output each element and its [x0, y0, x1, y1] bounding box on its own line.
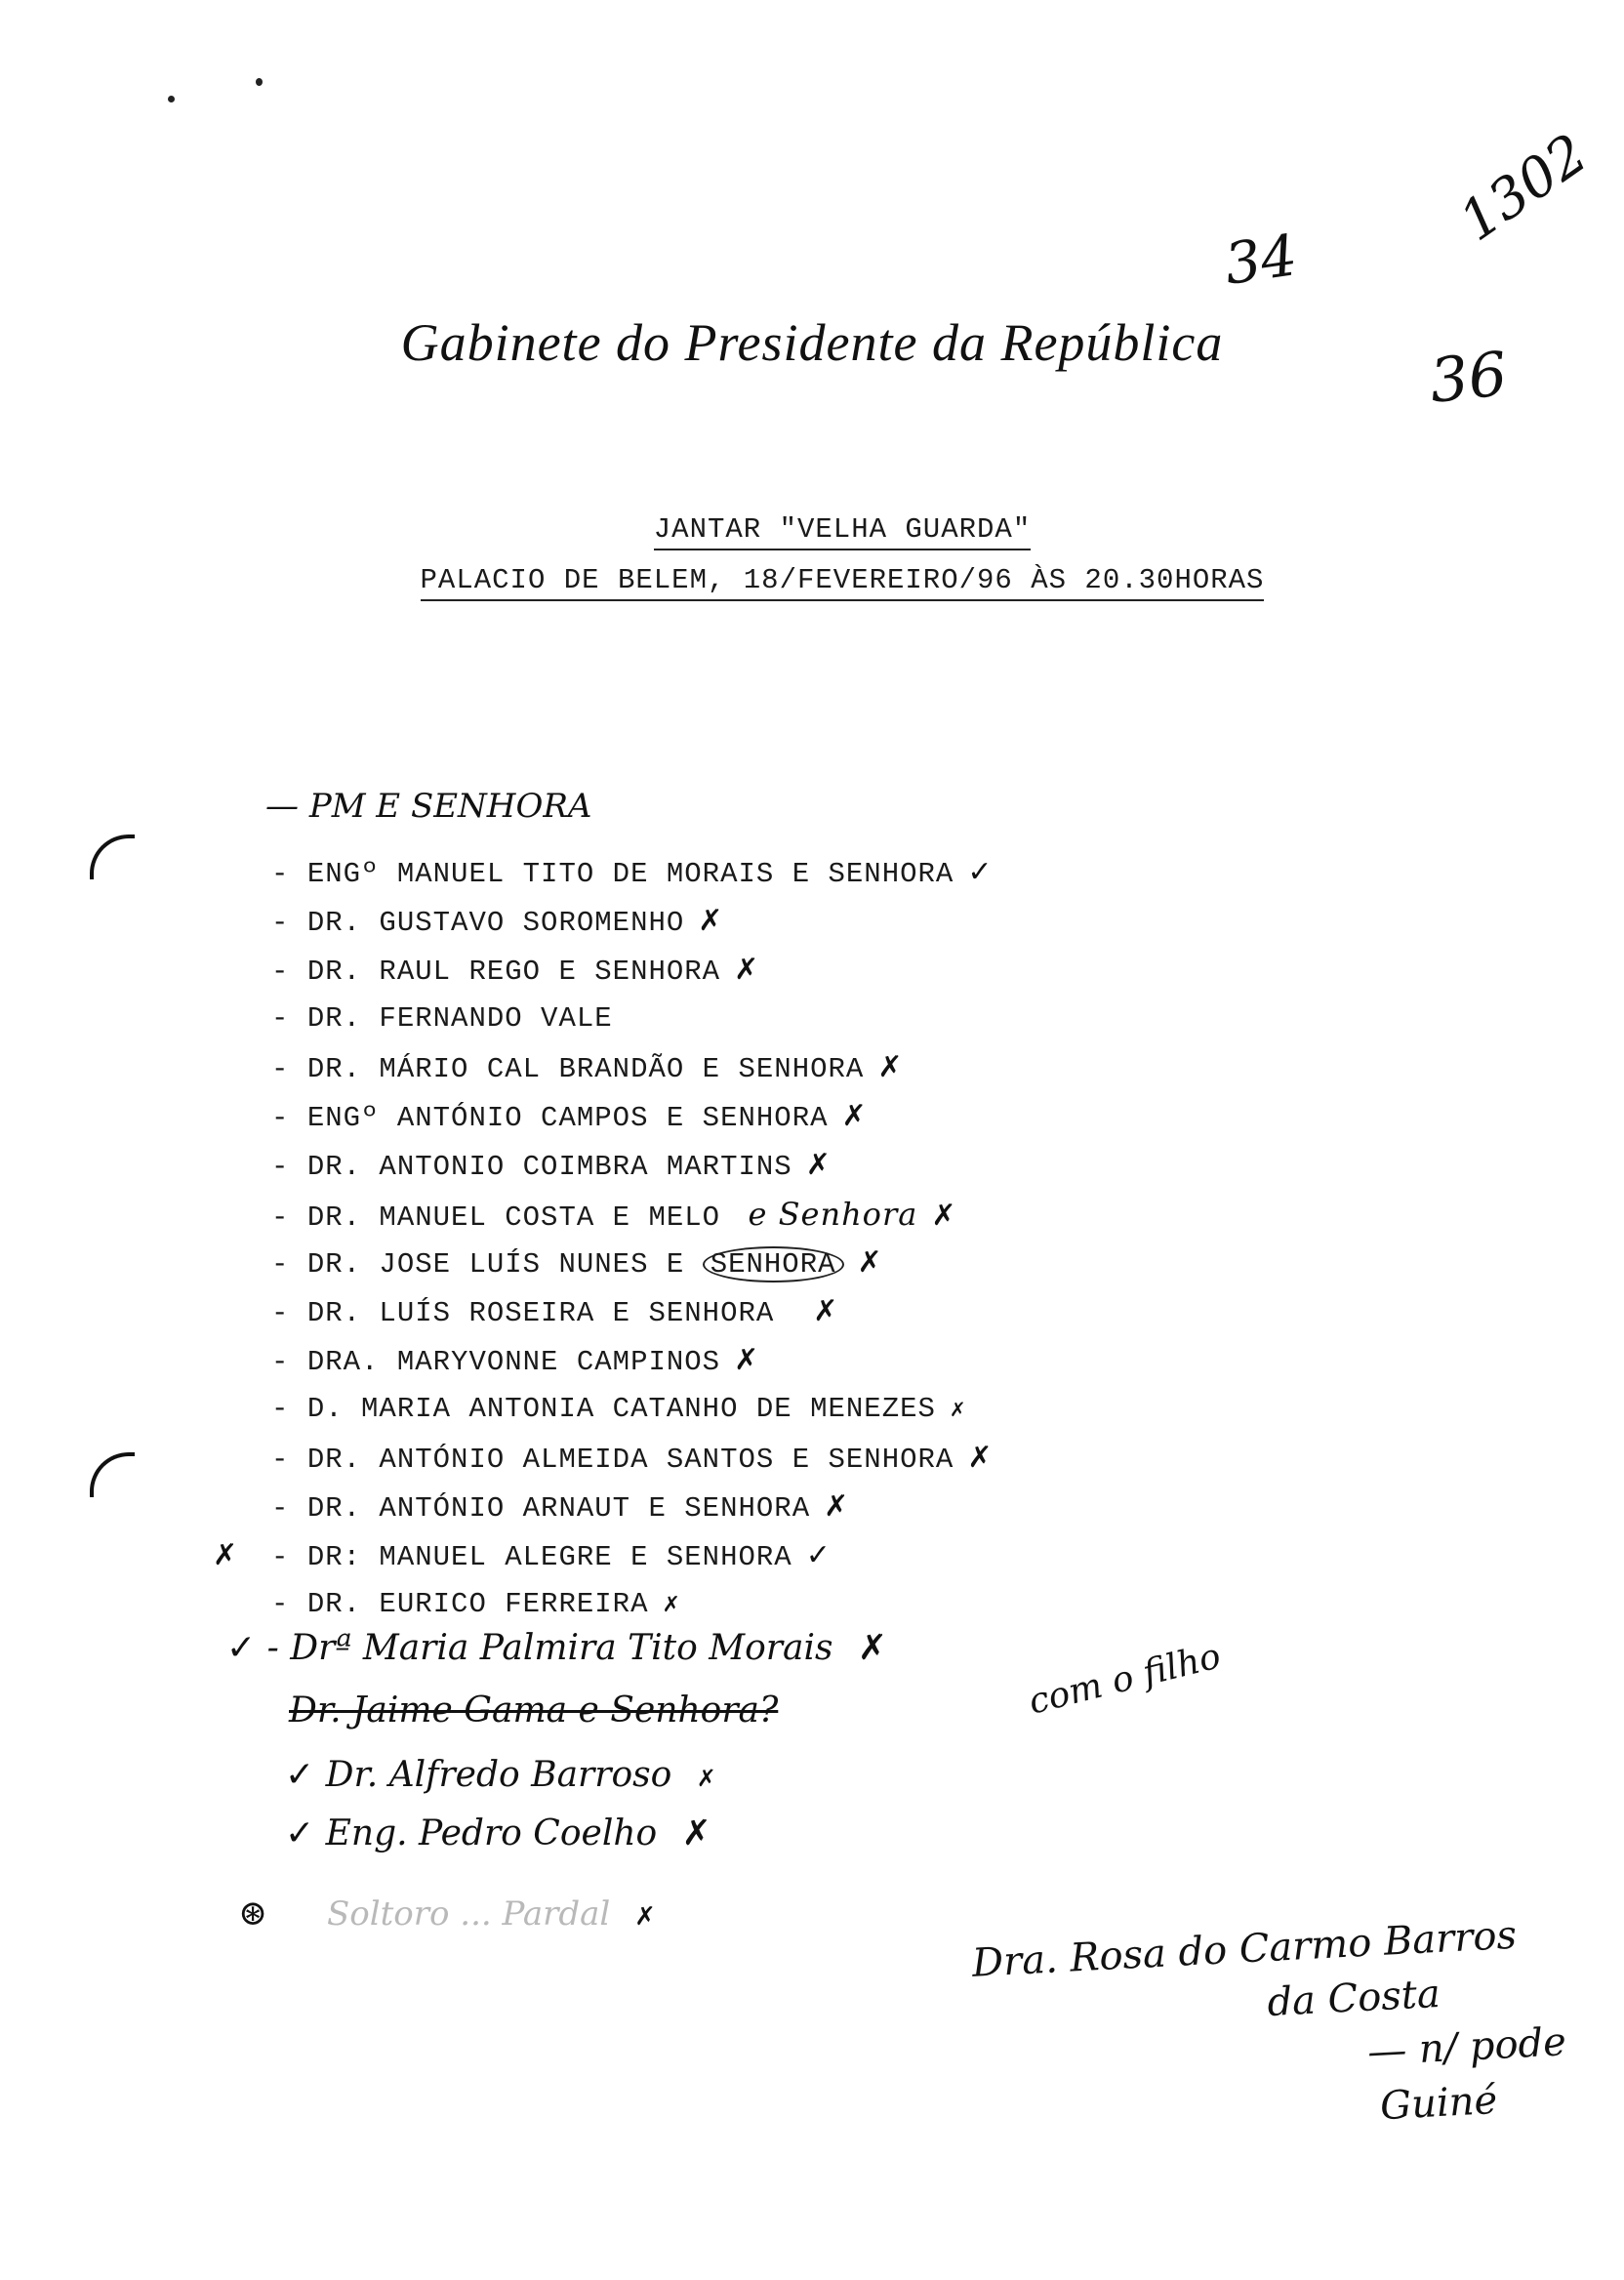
- handwritten-addition-struck: [289, 1690, 778, 1730]
- letterhead: Gabinete do Presidente da República: [400, 313, 1224, 372]
- check-mark: ✗: [734, 1343, 760, 1377]
- list-dash: -: [271, 1201, 290, 1234]
- list-dash: -: [271, 1444, 290, 1476]
- guest-name: DR: MANUEL ALEGRE E SENHORA: [306, 1541, 792, 1573]
- check-mark: ✗: [813, 1294, 839, 1328]
- guest-row: [271, 1148, 832, 1185]
- guest-name: DR. RAUL REGO E SENHORA: [306, 956, 721, 988]
- check-mark: ✗: [949, 1398, 967, 1421]
- guest-row: [271, 855, 993, 892]
- list-dash: -: [271, 1297, 290, 1329]
- check-mark: ✗: [805, 1148, 832, 1182]
- speck: [256, 78, 263, 86]
- check-mark: ✗: [662, 1593, 681, 1617]
- handwritten-addition-faded: [238, 1893, 656, 1934]
- check-mark: ✗: [841, 1099, 868, 1133]
- guest-name: DR. ANTÓNIO ALMEIDA SANTOS E SENHORA: [306, 1444, 954, 1476]
- list-dash: -: [271, 1102, 290, 1134]
- corner-number-36: 36: [1426, 338, 1511, 417]
- speck: [168, 96, 175, 102]
- guest-row: [213, 1538, 832, 1575]
- guest-name: DR. EURICO FERREIRA: [306, 1588, 649, 1620]
- check-mark: ✓: [285, 1755, 315, 1795]
- corner-number-1302: 1302: [1448, 122, 1600, 254]
- dash: —: [265, 787, 309, 826]
- margin-note-line: Guiné: [1379, 2077, 1499, 2130]
- handwritten-entry-pm: [265, 787, 591, 826]
- guest-name: ENGº ANTÓNIO CAMPOS E SENHORA: [306, 1102, 829, 1134]
- handwritten-guest-name: Dr. Jaime Gama e Senhora?: [289, 1690, 779, 1730]
- guest-row: [271, 1294, 838, 1331]
- handwritten-entry-text: PM E SENHORA: [308, 787, 592, 826]
- handwritten-note: e Senhora: [748, 1196, 918, 1233]
- list-dash: -: [271, 858, 290, 890]
- guest-row: [271, 1197, 956, 1236]
- guest-name: DR. ANTONIO COIMBRA MARTINS: [306, 1151, 792, 1183]
- margin-note-line: da Costa: [1266, 1971, 1441, 2026]
- handwritten-side-note: com o filho: [1025, 1636, 1225, 1723]
- check-mark: ✗: [696, 1765, 716, 1792]
- check-mark: ✓: [967, 855, 994, 889]
- left-margin-mark: ✗: [213, 1538, 239, 1572]
- handwritten-addition: [226, 1628, 887, 1668]
- list-dash: -: [271, 1151, 290, 1183]
- margin-note-line: — n/ pode: [1366, 2019, 1567, 2075]
- check-mark: ✓: [285, 1813, 315, 1853]
- guest-name: DRA. MARYVONNE CAMPINOS: [306, 1346, 721, 1378]
- guest-name: DR. LUÍS ROSEIRA E SENHORA: [306, 1297, 775, 1329]
- guest-row: [271, 1099, 868, 1136]
- handwritten-guest-name: Soltoro ... Pardal: [326, 1894, 611, 1934]
- guest-name: ENGº MANUEL TITO DE MORAIS E SENHORA: [306, 858, 954, 890]
- guest-row: [271, 1343, 759, 1380]
- guest-name: D. MARIA ANTONIA CATANHO DE MENEZES: [306, 1393, 936, 1425]
- margin-bracket: [90, 835, 135, 879]
- guest-row: [271, 1489, 849, 1527]
- event-title: JANTAR "VELHA GUARDA": [654, 513, 1031, 550]
- list-dash: -: [271, 907, 290, 939]
- check-mark: ✗: [698, 904, 724, 938]
- margin-note-line: Dra. Rosa do Carmo Barros: [970, 1912, 1519, 1986]
- event-venue-date: PALACIO DE BELEM, 18/FEVEREIRO/96 ÀS 20.30HORAS: [421, 564, 1265, 601]
- guest-row: [271, 1587, 681, 1623]
- list-dash: -: [271, 1002, 290, 1035]
- list-dash: -: [271, 1393, 290, 1425]
- handwritten-addition: [285, 1813, 711, 1853]
- margin-note: [971, 1905, 1571, 2154]
- list-dash: -: [271, 1346, 290, 1378]
- list-dash: -: [271, 1588, 290, 1620]
- handwritten-guest-name: Eng. Pedro Coelho: [325, 1813, 658, 1853]
- guest-row: [271, 1392, 967, 1427]
- handwritten-guest-name: - Drª Maria Palmira Tito Morais: [266, 1628, 833, 1668]
- guest-row: [271, 953, 759, 990]
- check-mark: ✗: [734, 953, 760, 987]
- margin-bracket: [90, 1452, 135, 1497]
- guest-row: [271, 1441, 993, 1478]
- title-block: [0, 513, 1624, 601]
- guest-name: DR. GUSTAVO SOROMENHO: [306, 907, 685, 939]
- list-dash: -: [271, 1053, 290, 1085]
- guest-name: DR. ANTÓNIO ARNAUT E SENHORA: [306, 1492, 811, 1525]
- guest-name: DR. MÁRIO CAL BRANDÃO E SENHORA: [306, 1053, 865, 1085]
- check-mark: ✗: [824, 1489, 850, 1524]
- guest-row: [271, 1050, 903, 1087]
- guest-name: DR. FERNANDO VALE: [306, 1002, 613, 1035]
- circled-word: SENHORA: [703, 1246, 844, 1282]
- check-mark: ✗: [931, 1199, 957, 1233]
- check-mark: ✗: [877, 1050, 904, 1084]
- corner-number-34: 34: [1220, 222, 1302, 298]
- check-mark: ✗: [681, 1813, 711, 1853]
- list-dash: -: [271, 1492, 290, 1525]
- check-mark: ✗: [857, 1628, 888, 1668]
- handwritten-guest-name: Dr. Alfredo Barroso: [325, 1755, 672, 1795]
- list-dash: -: [271, 956, 290, 988]
- guest-row: [271, 904, 723, 941]
- list-dash: -: [271, 1248, 290, 1281]
- guest-row: [271, 1245, 883, 1282]
- handwritten-addition: [285, 1755, 716, 1795]
- guest-name: DR. MANUEL COSTA E MELO: [306, 1201, 721, 1234]
- list-dash: -: [271, 1541, 290, 1573]
- check-mark: ✓: [805, 1538, 832, 1572]
- check-mark: ✗: [857, 1245, 883, 1280]
- check-mark: ✗: [634, 1902, 656, 1932]
- check-mark: ✓: [226, 1628, 257, 1668]
- check-mark: ✗: [967, 1441, 994, 1475]
- guest-name: DR. JOSE LUÍS NUNES E: [306, 1248, 685, 1281]
- asterisk-circle-mark: ⊛: [238, 1893, 268, 1934]
- guest-row: [271, 1001, 613, 1037]
